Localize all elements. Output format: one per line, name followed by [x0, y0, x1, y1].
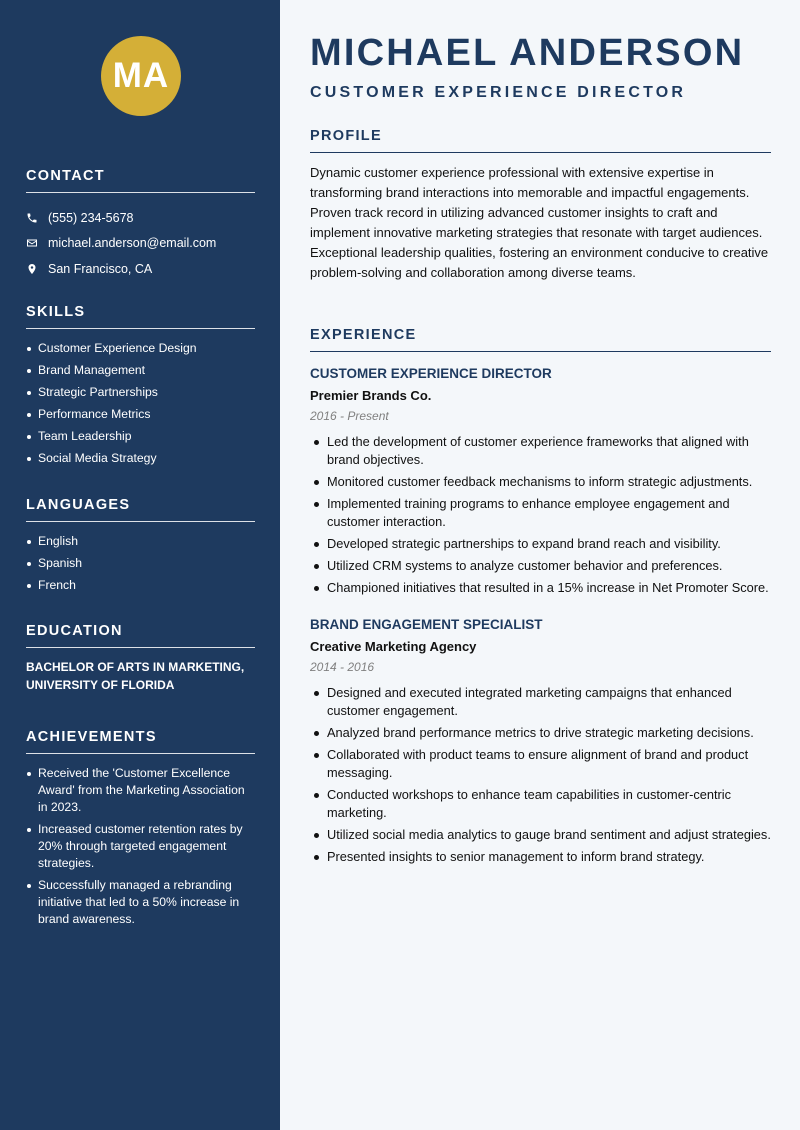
job-bullet: Monitored customer feedback mechanisms to inform strategic adjustments. [310, 473, 771, 491]
sidebar [0, 0, 280, 1130]
contact-section [26, 168, 255, 282]
candidate-title: CUSTOMER EXPERIENCE DIRECTOR [310, 84, 687, 101]
job-entry [310, 617, 771, 870]
job-bullet: Analyzed brand performance metrics to drive strategic marketing decisions. [310, 724, 771, 742]
profile-text: Dynamic customer experience professional with extensive expertise in transforming brand interactions into memorable and impactful engagements. Proven track record in utilizing advanced customer insights to craft and implement innovative marketing strategies that resonate with target audiences. Exceptional leadership qualities, fostering an environment conducive to creative problem-solving and collaboration among diverse teams. [310, 165, 769, 280]
experience-heading: EXPERIENCE [310, 327, 771, 352]
job-title: CUSTOMER EXPERIENCE DIRECTOR [310, 366, 552, 381]
profile-heading: PROFILE [310, 128, 771, 153]
skills-list [26, 340, 255, 467]
experience-section [310, 327, 771, 352]
job-bullet: Utilized social media analytics to gauge brand sentiment and adjust strategies. [310, 826, 771, 844]
skill-item: Strategic Partnerships [26, 384, 255, 401]
contact-phone[interactable] [26, 205, 255, 231]
contact-list [26, 205, 255, 282]
job-bullet: Implemented training programs to enhance employee engagement and customer interaction. [310, 495, 771, 531]
job-bullet: Utilized CRM systems to analyze customer behavior and preferences. [310, 557, 771, 575]
language-item: French [26, 577, 255, 594]
job-company: Creative Marketing Agency [310, 639, 477, 654]
skill-item: Brand Management [26, 362, 255, 379]
job-title: BRAND ENGAGEMENT SPECIALIST [310, 617, 543, 632]
achievement-item: Increased customer retention rates by 20% through targeted engagement strategies. [26, 821, 255, 872]
location-pin-icon [26, 263, 38, 275]
language-item: English [26, 533, 255, 550]
job-bullet: Championed initiatives that resulted in a 15% increase in Net Promoter Score. [310, 579, 771, 597]
job-dates: 2016 - Present [310, 409, 389, 423]
education-degree: BACHELOR OF ARTS IN MARKETING, UNIVERSITY OF FLORIDA [26, 660, 245, 692]
contact-email[interactable] [26, 231, 255, 257]
education-section [26, 623, 255, 694]
job-bullets [310, 684, 771, 866]
job-bullet: Led the development of customer experience frameworks that aligned with brand objectives. [310, 433, 771, 469]
contact-email-text: michael.anderson@email.com [48, 236, 217, 251]
avatar: MA [101, 36, 181, 116]
job-bullet: Presented insights to senior management to inform brand strategy. [310, 848, 771, 866]
contact-location-text: San Francisco, CA [48, 261, 153, 276]
job-bullet: Designed and executed integrated marketing campaigns that enhanced customer engagement. [310, 684, 771, 720]
skills-section [26, 304, 255, 472]
achievements-section [26, 729, 255, 933]
job-bullets [310, 433, 771, 597]
phone-icon [26, 212, 38, 224]
skills-heading: SKILLS [26, 304, 255, 329]
language-item: Spanish [26, 555, 255, 572]
achievement-item: Received the 'Customer Excellence Award' from the Marketing Association in 2023. [26, 765, 255, 816]
contact-heading: CONTACT [26, 168, 255, 193]
candidate-name: MICHAEL ANDERSON [310, 32, 745, 74]
languages-section [26, 497, 255, 599]
job-entry [310, 366, 771, 601]
achievements-heading: ACHIEVEMENTS [26, 729, 255, 754]
job-dates: 2014 - 2016 [310, 660, 375, 674]
skill-item: Social Media Strategy [26, 450, 255, 467]
languages-list [26, 533, 255, 594]
job-bullet: Collaborated with product teams to ensure alignment of brand and product messaging. [310, 746, 771, 782]
email-icon [26, 237, 38, 249]
profile-section [310, 128, 771, 283]
skill-item: Performance Metrics [26, 406, 255, 423]
job-bullet: Conducted workshops to enhance team capabilities in customer-centric marketing. [310, 786, 771, 822]
job-company: Premier Brands Co. [310, 388, 432, 403]
achievement-item: Successfully managed a rebranding initiative that led to a 50% increase in brand awareness. [26, 877, 255, 928]
education-heading: EDUCATION [26, 623, 255, 648]
languages-heading: LANGUAGES [26, 497, 255, 522]
skill-item: Customer Experience Design [26, 340, 255, 357]
contact-phone-text: (555) 234-5678 [48, 210, 134, 225]
job-bullet: Developed strategic partnerships to expand brand reach and visibility. [310, 535, 771, 553]
contact-location [26, 256, 255, 282]
skill-item: Team Leadership [26, 428, 255, 445]
achievements-list [26, 765, 255, 928]
